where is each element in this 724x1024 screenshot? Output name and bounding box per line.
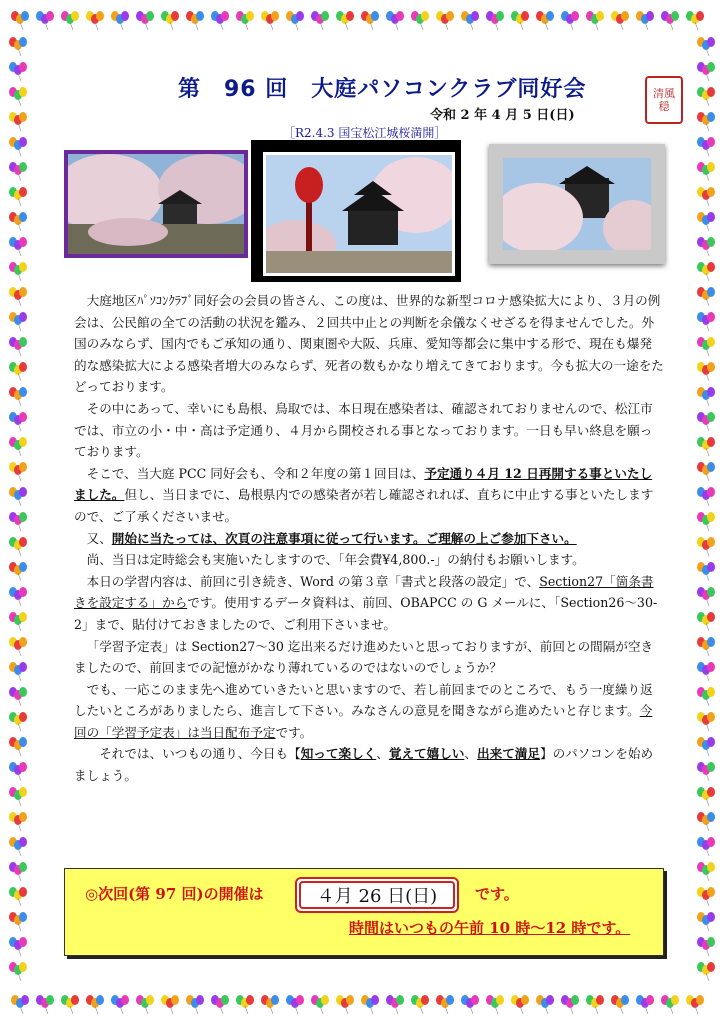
balloon-icon [361, 11, 379, 30]
balloon-icon [111, 11, 129, 30]
next-meeting-time: 時間はいつもの午前 10 時～12 時です。 [349, 919, 631, 937]
balloon-icon [697, 837, 715, 856]
balloon-icon [697, 787, 715, 806]
balloon-icon [697, 287, 715, 306]
balloon-icon [9, 37, 27, 56]
balloon-icon [386, 995, 404, 1014]
balloon-icon [311, 995, 329, 1014]
balloon-icon [311, 11, 329, 30]
balloon-icon [697, 387, 715, 406]
castle-photo-right [489, 144, 665, 264]
balloon-icon [9, 162, 27, 181]
balloon-icon [11, 11, 29, 30]
balloon-icon [586, 11, 604, 30]
balloon-icon [697, 62, 715, 81]
balloon-icon [9, 612, 27, 631]
balloon-icon [86, 11, 104, 30]
balloon-icon [361, 995, 379, 1014]
balloon-icon [697, 187, 715, 206]
balloon-icon [261, 11, 279, 30]
balloon-icon [9, 62, 27, 81]
issue-date: 令和 2 年 4 月 5 日(日) [430, 108, 575, 123]
balloon-icon [386, 11, 404, 30]
balloon-icon [697, 712, 715, 731]
balloon-icon [697, 487, 715, 506]
balloon-icon [61, 11, 79, 30]
balloon-icon [9, 887, 27, 906]
balloon-icon [461, 11, 479, 30]
next-meeting-box [64, 868, 664, 956]
paragraph-notice: 又、開始に当たっては、次頁の注意事項に従って行います。ご理解の上ご参加下さい。 [86, 530, 577, 546]
balloon-icon [161, 11, 179, 30]
balloon-icon [9, 787, 27, 806]
balloon-icon [697, 762, 715, 781]
next-meeting-label: ◎次回(第 97 回)の開催は [85, 885, 264, 903]
photo-caption: ［R2.4.3 国宝松江城桜満開］ [283, 126, 447, 140]
balloon-icon [411, 995, 429, 1014]
balloon-icon [211, 995, 229, 1014]
balloon-icon [186, 995, 204, 1014]
balloon-icon [9, 762, 27, 781]
balloon-icon [9, 837, 27, 856]
balloon-icon [636, 995, 654, 1014]
balloon-icon [36, 995, 54, 1014]
balloon-icon [697, 587, 715, 606]
balloon-icon [697, 737, 715, 756]
balloon-icon [561, 995, 579, 1014]
next-meeting-date-frame [295, 877, 459, 913]
balloon-icon [9, 387, 27, 406]
balloon-icon [536, 995, 554, 1014]
balloon-icon [461, 995, 479, 1014]
next-meeting-suffix: です。 [475, 885, 519, 903]
balloon-icon [9, 137, 27, 156]
balloon-icon [697, 137, 715, 156]
balloon-icon [611, 11, 629, 30]
balloon-icon [697, 437, 715, 456]
balloon-icon [697, 462, 715, 481]
balloon-icon [697, 337, 715, 356]
paragraph-closing: それでは、いつもの通り、今日も【知って楽しく、覚えて嬉しい、出来て満足】のパソコンを始めましょう。 [74, 746, 654, 784]
balloon-icon [9, 662, 27, 681]
balloon-icon [236, 995, 254, 1014]
balloon-icon [636, 11, 654, 30]
balloon-icon [9, 337, 27, 356]
balloon-icon [586, 995, 604, 1014]
balloon-icon [9, 487, 27, 506]
balloon-icon [511, 995, 529, 1014]
balloon-icon [9, 562, 27, 581]
balloon-icon [9, 912, 27, 931]
balloon-icon [697, 687, 715, 706]
seal-stamp: 清風 穏 [645, 76, 683, 124]
balloon-icon [686, 11, 704, 30]
castle-photo-center [251, 140, 461, 282]
balloon-icon [9, 687, 27, 706]
balloon-icon [511, 11, 529, 30]
balloon-icon [9, 437, 27, 456]
letter-body [74, 290, 664, 787]
balloon-icon [61, 995, 79, 1014]
balloon-icon [261, 995, 279, 1014]
balloon-icon [697, 412, 715, 431]
next-meeting-date: ４月 26 日(日) [299, 881, 455, 909]
balloon-icon [697, 87, 715, 106]
balloon-icon [697, 637, 715, 656]
balloon-icon [697, 562, 715, 581]
paragraph-request: でも、一応このまま先へ進めていきたいと思いますので、若し前回までのところで、もう一度繰り返したいところがありましたら、進言して下さい。みなさんの意見を聞きながら進めたいと存じます。今回の「学習予定表」は当日配布予定です。 [74, 681, 653, 740]
balloon-icon [697, 262, 715, 281]
balloon-icon [236, 11, 254, 30]
balloon-icon [9, 937, 27, 956]
balloon-icon [86, 995, 104, 1014]
balloon-icon [697, 212, 715, 231]
balloon-icon [486, 11, 504, 30]
balloon-icon [336, 11, 354, 30]
balloon-icon [336, 995, 354, 1014]
balloon-icon [436, 995, 454, 1014]
balloon-icon [697, 37, 715, 56]
balloon-icon [436, 11, 454, 30]
balloon-icon [686, 995, 704, 1014]
balloon-icon [697, 612, 715, 631]
balloon-icon [136, 11, 154, 30]
balloon-icon [36, 11, 54, 30]
balloon-icon [186, 11, 204, 30]
page-title: 第 96 回 大庭パソコンクラブ同好会 [178, 77, 587, 102]
balloon-icon [9, 737, 27, 756]
balloon-icon [697, 887, 715, 906]
balloon-icon [9, 587, 27, 606]
balloon-icon [9, 187, 27, 206]
castle-photo-left [64, 150, 248, 258]
balloon-icon [9, 512, 27, 531]
balloon-icon [697, 312, 715, 331]
balloon-icon [286, 995, 304, 1014]
balloon-icon [9, 237, 27, 256]
balloon-icon [536, 11, 554, 30]
balloon-icon [561, 11, 579, 30]
balloon-icon [697, 112, 715, 131]
balloon-icon [697, 812, 715, 831]
paragraph-schedule: 「学習予定表」は Section27～30 迄出来るだけ進めたいと思っておりますが、前回との間隔が空きましたので、前回までの記憶がかなり薄れているのではないのでしょうか？ [74, 638, 654, 676]
balloon-icon [9, 537, 27, 556]
balloon-icon [697, 862, 715, 881]
balloon-icon [9, 712, 27, 731]
balloon-icon [697, 662, 715, 681]
balloon-icon [661, 995, 679, 1014]
balloon-icon [9, 262, 27, 281]
balloon-icon [697, 237, 715, 256]
balloon-icon [9, 962, 27, 981]
balloon-icon [697, 512, 715, 531]
balloon-icon [111, 995, 129, 1014]
balloon-icon [697, 962, 715, 981]
balloon-icon [9, 462, 27, 481]
balloon-icon [697, 362, 715, 381]
balloon-icon [9, 812, 27, 831]
balloon-icon [697, 912, 715, 931]
balloon-icon [9, 412, 27, 431]
balloon-icon [697, 162, 715, 181]
balloon-icon [697, 537, 715, 556]
balloon-icon [661, 11, 679, 30]
balloon-icon [11, 995, 29, 1014]
balloon-icon [211, 11, 229, 30]
balloon-icon [9, 87, 27, 106]
balloon-icon [286, 11, 304, 30]
balloon-icon [9, 212, 27, 231]
balloon-icon [9, 862, 27, 881]
balloon-icon [161, 995, 179, 1014]
balloon-icon [136, 995, 154, 1014]
balloon-icon [9, 287, 27, 306]
balloon-icon [697, 937, 715, 956]
paragraph-intro: 大庭地区ﾊﾟｿｺﾝｸﾗﾌﾞ同好会の会員の皆さん、この度は、世界的な新型コロナ感染拡大により、３月の例会は、公民館の全ての活動の状況を鑑み、２回共中止との判断を余儀なくせざるを得ませんでした。外国のみならず、国内でもご承知の通り、関東圏や大阪、兵庫、愛知等都会に集中する形で、現在も爆発的な感染拡大による感染者増大のみならず、死者の数もかなり増えてきております。今も拡大の一途をたどっております。 [74, 293, 664, 395]
paragraph-lesson: 本日の学習内容は、前回に引き続き、Word の第３章「書式と段落の設定」で、Section27「箇条書きを設定する」からです。使用するデータ資料は、前回、OBAPCC の G メールに、「Section26～30-2」まで、貼付けておきましたので、ご利用下さいませ。 [74, 573, 658, 632]
balloon-icon [9, 112, 27, 131]
paragraph-fee: 尚、当日は定時総会も実施いたしますので、「年会費¥4,800.-」の納付もお願いします。 [86, 552, 585, 568]
balloon-icon [611, 995, 629, 1014]
balloon-icon [9, 362, 27, 381]
balloon-icon [486, 995, 504, 1014]
balloon-icon [9, 312, 27, 331]
balloon-icon [9, 637, 27, 656]
paragraph-resume: そこで、当大庭 PCC 同好会も、令和２年度の第１回目は、予定通り４月 12 日再開する事といたしました。但し、当日までに、島根県内での感染者が若し確認されれば、直ちに中止する事といたしますので、ご了承くださいませ。 [74, 465, 654, 524]
paragraph-shimane: その中にあって、幸いにも島根、鳥取では、本日現在感染者は、確認されておりませんので、松江市では、市立の小・中・高は予定通り、４月から開校される事となっております。一日も早い終息を願っております。 [74, 400, 653, 460]
balloon-icon [411, 11, 429, 30]
